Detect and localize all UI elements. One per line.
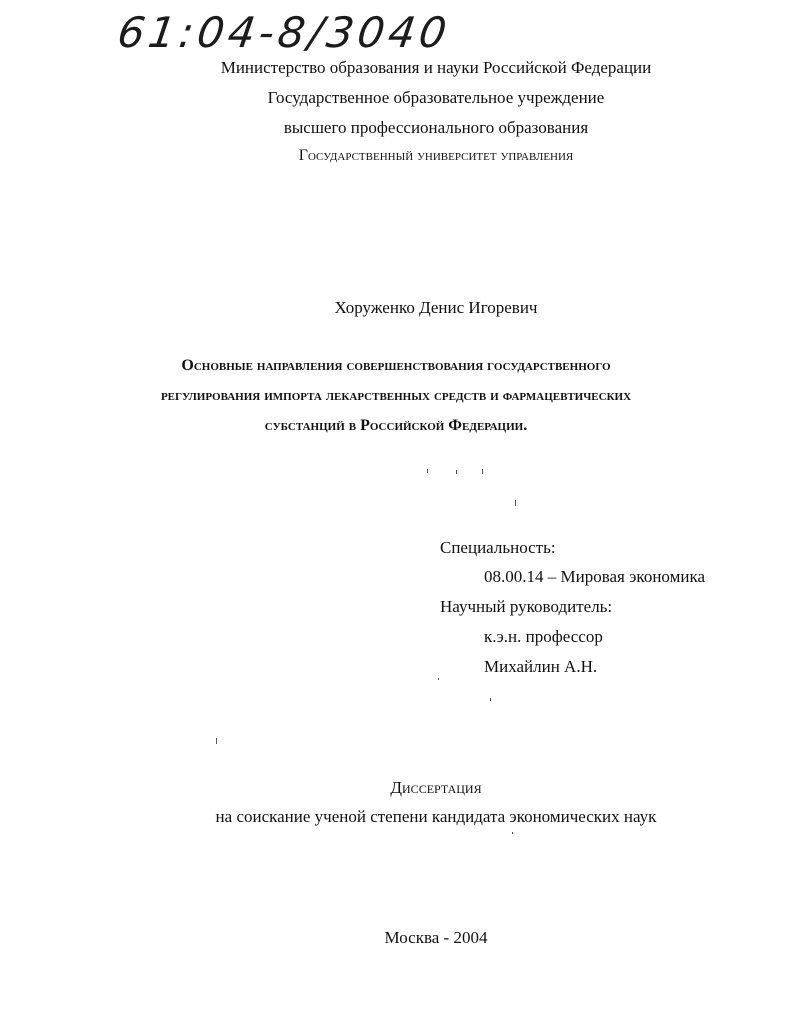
scan-speck: [512, 832, 513, 834]
scan-speck: [427, 469, 428, 473]
advisor-label: Научный руководитель:: [440, 597, 613, 616]
institution-type: Государственное образовательное учреждение: [267, 88, 605, 107]
author-name: Хоруженко Денис Игоревич: [334, 298, 538, 317]
specialty-label: Специальность:: [440, 538, 556, 557]
education-level: высшего профессионального образования: [283, 118, 589, 137]
scan-speck: [515, 500, 516, 506]
ministry-name: Министерство образования и науки Российской Федерации: [220, 58, 652, 77]
scan-speck: [482, 469, 483, 474]
scan-speck: [216, 738, 217, 744]
handwritten-archive-code: 61:04-8/3040: [114, 8, 454, 57]
scan-speck: [490, 698, 491, 701]
university-name: Государственный университет управления: [298, 147, 574, 164]
advisor-degree: к.э.н. профессор: [484, 627, 603, 646]
dissertation-purpose: на соискание ученой степени кандидата экономических наук: [215, 807, 657, 826]
city-year: Москва - 2004: [384, 928, 488, 947]
thesis-title-line-3: субстанций в Российской Федерации.: [264, 417, 528, 434]
specialty-value: 08.00.14 – Мировая экономика: [484, 567, 705, 586]
dissertation-label: Диссертация: [390, 778, 482, 797]
thesis-title-line-1: Основные направления совершенствования государственного: [181, 357, 611, 374]
thesis-title-line-2: регулирования импорта лекарственных средств и фармацевтических: [160, 387, 632, 404]
scan-speck: [438, 678, 439, 680]
advisor-name: Михайлин А.Н.: [484, 657, 598, 676]
scan-speck: [456, 470, 457, 474]
